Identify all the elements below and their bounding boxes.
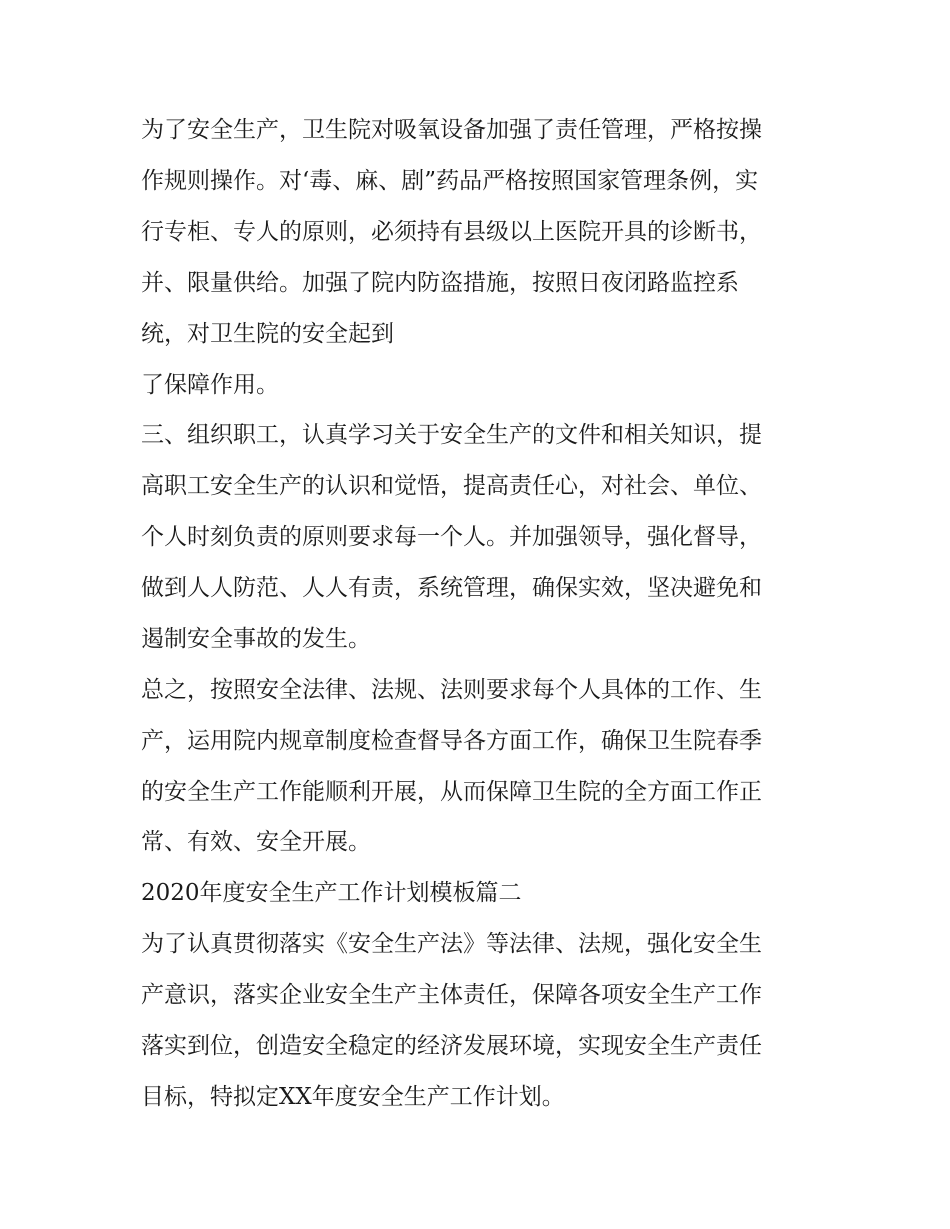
text-line: 并、限量供给。加强了院内防盗措施，按照日夜闭路监控系 — [141, 270, 739, 296]
text-line: 常、有效、安全开展。 — [141, 829, 371, 855]
text-line: 做到人人防范、人人有责，系统管理，确保实效，坚决避免和 — [141, 575, 762, 601]
text-line: 产，运用院内规章制度检查督导各方面工作，确保卫生院春季 — [141, 728, 762, 754]
text-line: 遏制安全事故的发生。 — [141, 626, 371, 652]
text-line: 作规则操作。对‘毒、麻、剧”药品严格按照国家管理条例，实 — [141, 168, 759, 194]
section-heading: 2020年度安全生产工作计划模板篇二 — [141, 880, 522, 906]
text-line: 统，对卫生院的安全起到 — [141, 321, 394, 347]
text-line: 三、组织职工，认真学习关于安全生产的文件和相关知识，提 — [141, 422, 762, 448]
text-line: 产意识，落实企业安全生产主体责任，保障各项安全生产工作 — [141, 982, 762, 1008]
text-line: 为了安全生产，卫生院对吸氧设备加强了责任管理，严格按操 — [141, 117, 762, 143]
text-line: 总之，按照安全法律、法规、法则要求每个人具体的工作、生 — [141, 677, 762, 703]
text-line: 高职工安全生产的认识和觉悟，提高责任心，对社会、单位、 — [141, 473, 762, 499]
text-line: 个人时刻负责的原则要求每一个人。并加强领导，强化督导， — [141, 524, 762, 550]
text-line: 落实到位，创造安全稳定的经济发展环境，实现安全生产责任 — [141, 1033, 762, 1059]
text-line: 为了认真贯彻落实《安全生产法》等法律、法规，强化安全生 — [141, 931, 762, 957]
text-line: 行专柜、专人的原则，必须持有县级以上医院开具的诊断书， — [141, 219, 762, 245]
text-line: 的安全生产工作能顺利开展，从而保障卫生院的全方面工作正 — [141, 779, 762, 805]
text-line: 目标，特拟定XX年度安全生产工作计划。 — [141, 1084, 565, 1110]
text-line: 了保障作用。 — [141, 372, 279, 398]
